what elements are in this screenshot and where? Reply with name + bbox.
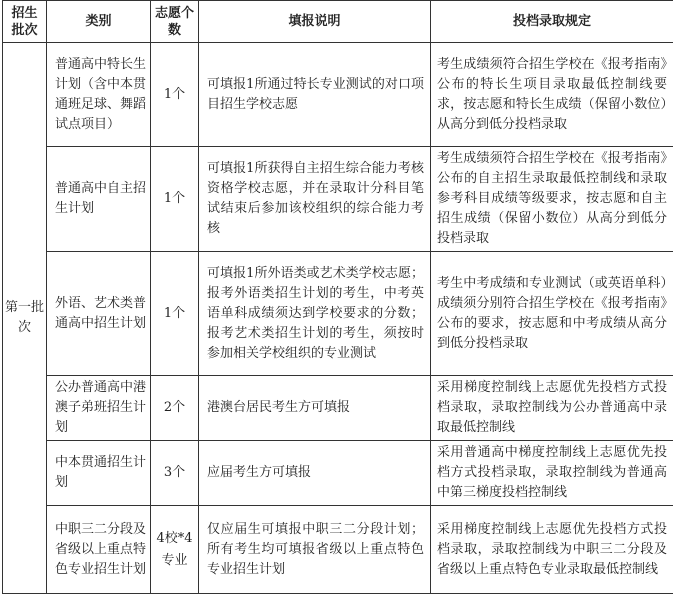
batch-cell: 第一批次: [3, 43, 47, 594]
table-row: [3, 441, 674, 506]
rule-cell: 采用梯度控制线上志愿优先投档方式投档录取，录取控制线为中职三二分段及省级以上重点特色专业录取最低控制线: [431, 506, 674, 594]
header-note: 填报说明: [199, 1, 431, 43]
admission-table-page: [2, 0, 673, 605]
table-row: [3, 43, 674, 147]
note-cell: 应届考生方可填报: [199, 441, 431, 506]
count-cell: 2个: [151, 376, 199, 441]
type-cell: 中职三二分段及省级以上重点特色专业招生计划: [47, 506, 151, 594]
type-cell: 中本贯通招生计划: [47, 441, 151, 506]
table-row: [3, 506, 674, 594]
header-batch: 招生批次: [3, 1, 47, 43]
rule-cell: 采用普通高中梯度控制线上志愿优先投档方式投档录取，录取控制线为普通高中第三梯度投档控制线: [431, 441, 674, 506]
count-cell: 1个: [151, 147, 199, 252]
header-count: 志愿个数: [151, 1, 199, 43]
note-cell: 仅应届生可填报中职三二分段计划；所有考生均可填报省级以上重点特色专业招生计划: [199, 506, 431, 594]
header-type: 类别: [47, 1, 151, 43]
header-rule: 投档录取规定: [431, 1, 674, 43]
count-cell: 1个: [151, 43, 199, 147]
rule-cell: 考生中考成绩和专业测试（或英语单科）成绩须分别符合招生学校在《报考指南》公布的要求，按志愿和中考成绩从高分到低分投档录取: [431, 252, 674, 376]
count-cell: 3个: [151, 441, 199, 506]
admission-rules-table: [2, 0, 673, 594]
type-cell: 外语、艺术类普通高中招生计划: [47, 252, 151, 376]
count-cell: 1个: [151, 252, 199, 376]
note-cell: 可填报1所通过特长专业测试的对口项目招生学校志愿: [199, 43, 431, 147]
rule-cell: 考生成绩须符合招生学校在《报考指南》公布的特长生项目录取最低控制线要求，按志愿和特长生成绩（保留小数位）从高分到低分投档录取: [431, 43, 674, 147]
note-cell: 可填报1所获得自主招生综合能力考核资格学校志愿，并在录取计分科目笔试结束后参加该校组织的综合能力考核: [199, 147, 431, 252]
rule-cell: 采用梯度控制线上志愿优先投档方式投档录取，录取控制线为公办普通高中录取最低控制线: [431, 376, 674, 441]
note-cell: 可填报1所外语类或艺术类学校志愿；报考外语类招生计划的考生，中考英语单科成绩须达到学校要求的分数；报考艺术类招生计划的考生，须按时参加相关学校组织的专业测试: [199, 252, 431, 376]
type-cell: 公办普通高中港澳子弟班招生计划: [47, 376, 151, 441]
type-cell: 普通高中特长生计划（含中本贯通班足球、舞蹈试点项目）: [47, 43, 151, 147]
count-cell: 4校*4专业: [151, 506, 199, 594]
rule-cell: 考生成绩须符合招生学校在《报考指南》公布的自主招生录取最低控制线和录取参考科目成绩等级要求，按志愿和自主招生成绩（保留小数位）从高分到低分投档录取: [431, 147, 674, 252]
type-cell: 普通高中自主招生计划: [47, 147, 151, 252]
table-row: [3, 376, 674, 441]
table-row: [3, 147, 674, 252]
table-row: [3, 252, 674, 376]
note-cell: 港澳台居民考生方可填报: [199, 376, 431, 441]
table-header-row: [3, 1, 674, 43]
